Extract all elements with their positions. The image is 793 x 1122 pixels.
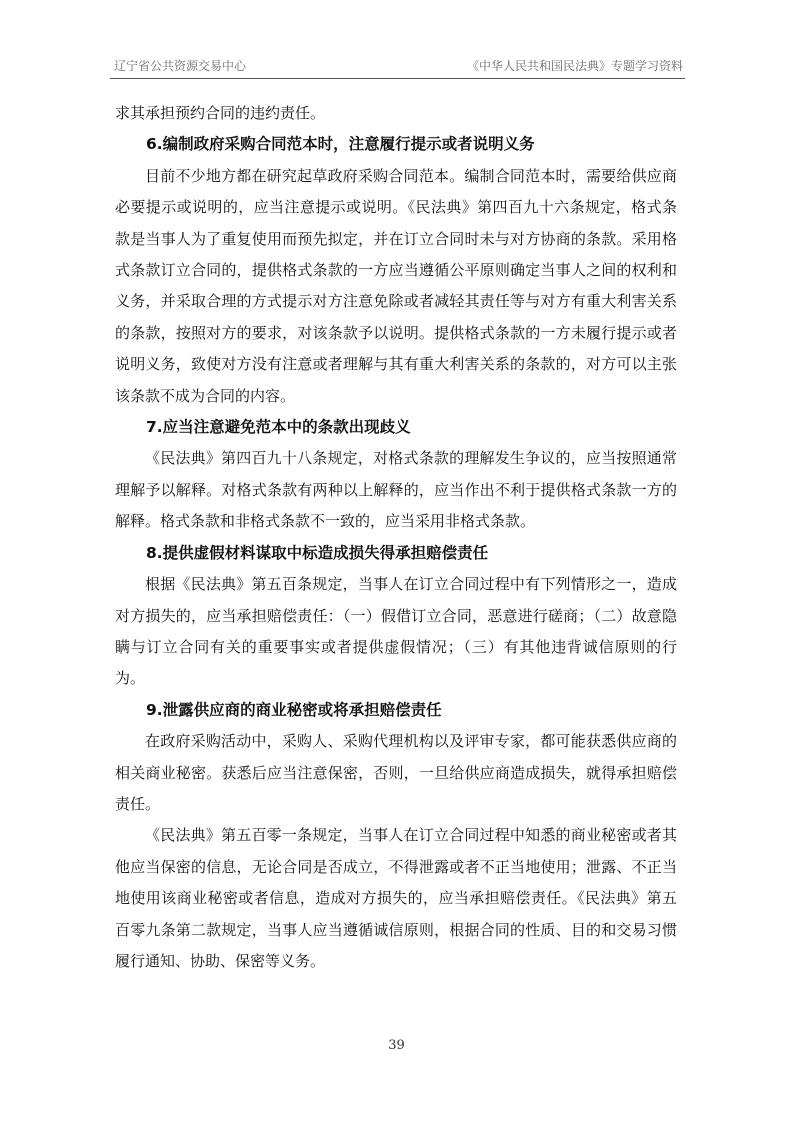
section-heading-8: 8.提供虚假材料谋取中标造成损失得承担赔偿责任 [146, 543, 489, 562]
section-heading-7: 7.应当注意避免范本中的条款出现歧义 [146, 418, 411, 437]
page-body [115, 98, 677, 977]
section-heading-6: 6.编制政府采购合同范本时，注意履行提示或者说明义务 [146, 135, 535, 154]
section-7-paragraph: 《民法典》第四百九十八条规定，对格式条款的理解发生争议的，应当按照通常理解予以解释。对格式条款有两种以上解释的，应当作出不利于提供格式条款一方的解释。格式条款和非格式条款不一致的，应当采用非格式条款。 [115, 449, 677, 531]
header-document-title: 《中华人民共和国民法典》专题学习资料 [466, 59, 683, 73]
intro-text: 求其承担预约合同的违约责任。 [115, 104, 326, 122]
section-8-paragraph: 根据《民法典》第五百条规定，当事人在订立合同过程中有下列情形之一，造成对方损失的，应当承担赔偿责任：（一）假借订立合同，恶意进行磋商；（二）故意隐瞒与订立合同有关的重要事实或者提供虚假情况；（三）有其他违背诚信原则的行为。 [115, 575, 677, 688]
page-number: 39 [388, 1038, 405, 1053]
section-9-paragraph-2: 《民法典》第五百零一条规定，当事人在订立合同过程中知悉的商业秘密或者其他应当保密的信息，无论合同是否成立，不得泄露或者不正当地使用；泄露、不正当地使用该商业秘密或者信息，造成对方损失的，应当承担赔偿责任。《民法典》第五百零九条第二款规定，当事人应当遵循诚信原则，根据合同的性质、目的和交易习惯履行通知、协助、保密等义务。 [115, 826, 677, 970]
page-header [110, 54, 685, 79]
section-6-paragraph: 目前不少地方都在研究起草政府采购合同范本。编制合同范本时，需要给供应商必要提示或说明的，应当注意提示或说明。《民法典》第四百九十六条规定，格式条款是当事人为了重复使用而预先拟定，并在订立合同时未与对方协商的条款。采用格式条款订立合同的，提供格式条款的一方应当遵循公平原则确定当事人之间的权利和义务，并采取合理的方式提示对方注意免除或者减轻其责任等与对方有重大利害关系的条款，按照对方的要求，对该条款予以说明。提供格式条款的一方未履行提示或者说明义务，致使对方没有注意或者理解与其有重大利害关系的条款的，对方可以主张该条款不成为合同的内容。 [115, 166, 677, 405]
section-9-paragraph-1: 在政府采购活动中，采购人、采购代理机构以及评审专家，都可能获悉供应商的相关商业秘密。获悉后应当注意保密，否则，一旦给供应商造成损失，就得承担赔偿责任。 [115, 732, 677, 813]
section-heading-9: 9.泄露供应商的商业秘密或将承担赔偿责任 [146, 700, 442, 719]
header-organization: 辽宁省公共资源交易中心 [114, 59, 247, 73]
